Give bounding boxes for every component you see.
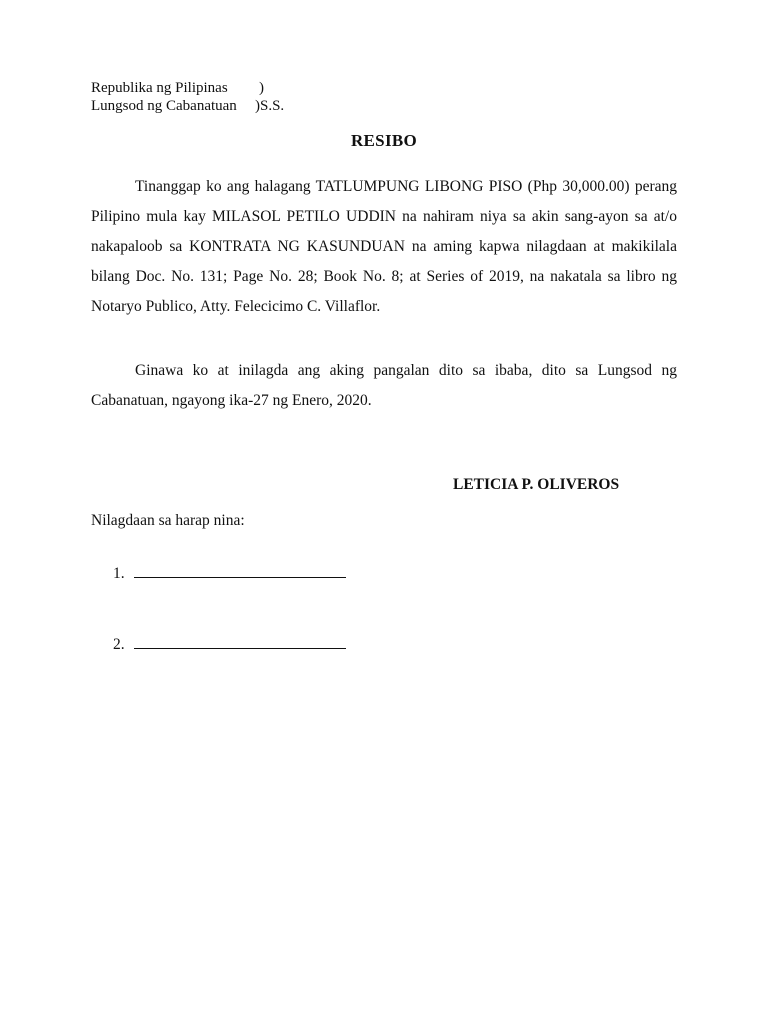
witness-label: Nilagdaan sa harap nina: — [91, 512, 245, 529]
venue-line-country — [91, 79, 264, 97]
venue-country: Republika ng Pilipinas — [91, 80, 228, 96]
venue-country-paren: ) — [259, 80, 264, 96]
venue-city: Lungsod ng Cabanatuan — [91, 98, 237, 114]
venue-line-city — [91, 97, 285, 115]
receipt-paragraph: Tinanggap ko ang halagang TATLUMPUNG LIBONG PISO (Php 30,000.00) perang Pilipino mula kay MILASOL PETILO UDDIN na nahiram niya sa akin sang-ayon sa at/o nakapaloob sa KONTRATA NG KASUNDUAN na aming kapwa nilagdaan at makikilala bilang Doc. No. 131; Page No. 28; Book No. 8; at Series of 2019, na nakatala sa libro ng Notaryo Publico, Atty. Felecicimo C. Villaflor. — [91, 178, 677, 315]
witness-number: 1. — [113, 565, 125, 582]
witness-signature-blank — [134, 634, 346, 649]
witness-number: 2. — [113, 636, 125, 653]
witness-signature-blank — [134, 563, 346, 578]
execution-paragraph: Ginawa ko at inilagda ang aking pangalan dito sa ibaba, dito sa Lungsod ng Cabanatuan, ngayong ika-27 ng Enero, 2020. — [91, 362, 677, 409]
venue-ss: )S.S. — [255, 98, 285, 114]
signer-name: LETICIA P. OLIVEROS — [453, 476, 620, 493]
document-title: RESIBO — [350, 131, 418, 150]
witness-line-1 — [113, 563, 346, 583]
venue-block — [91, 79, 285, 115]
witness-line-2 — [113, 634, 346, 654]
